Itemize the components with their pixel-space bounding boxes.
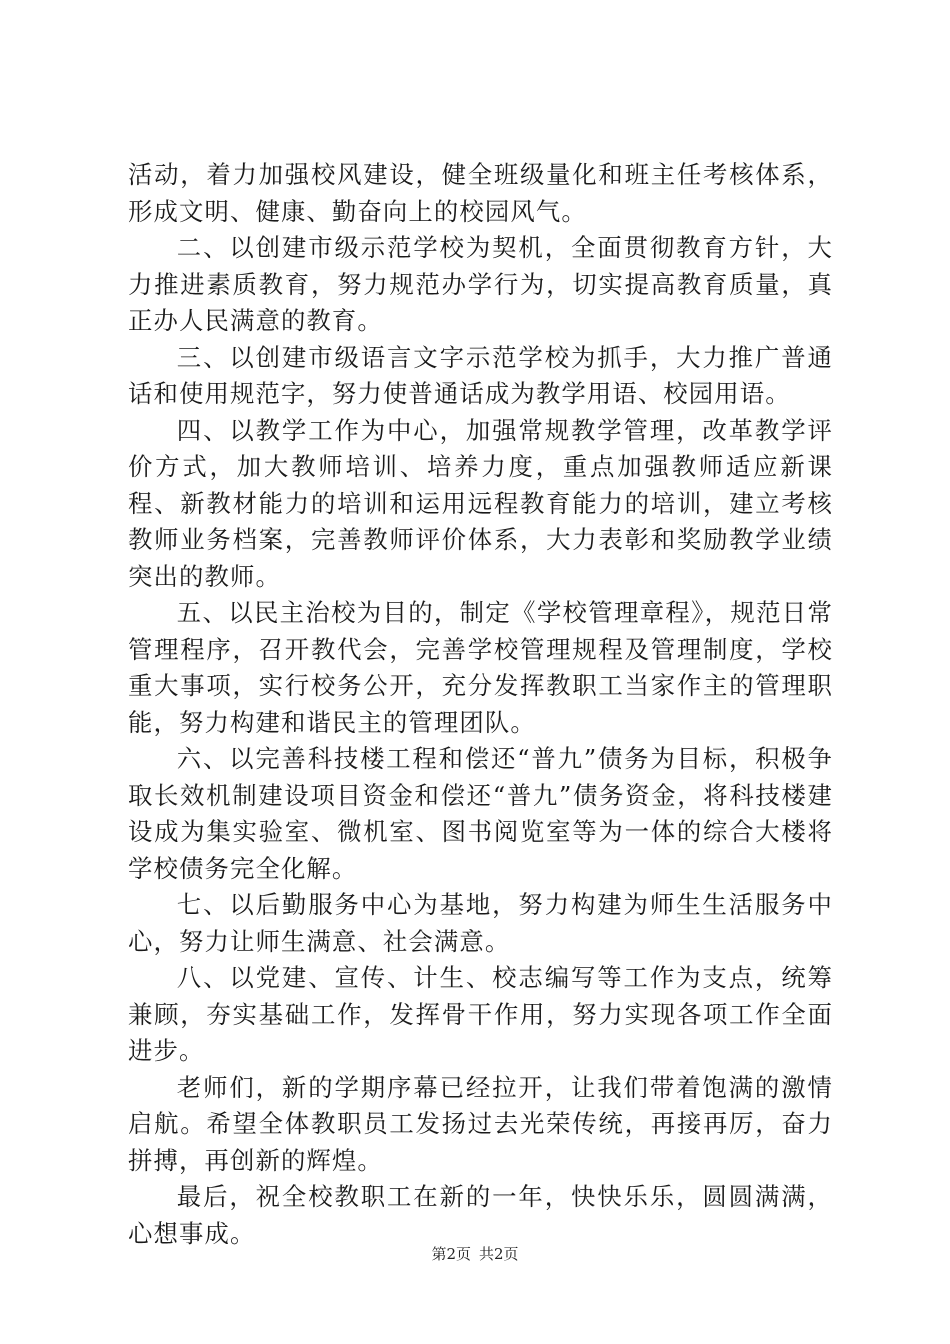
paragraph-continuation: 活动，着力加强校风建设，健全班级量化和班主任考核体系，形成文明、健康、勤奋向上的校园风气。 (128, 160, 833, 226)
paragraph-item-6: 六、以完善科技楼工程和偿还“普九”债务为目标，积极争取长效机制建设项目资金和偿还“普九”债务资金，将科技楼建设成为集实验室、微机室、图书阅览室等为一体的综合大楼将学校债务完全化解。 (128, 744, 833, 883)
paragraph-final-wishes: 最后，祝全校教职工在新的一年，快快乐乐，圆圆满满，心想事成。 (128, 1182, 833, 1248)
paragraph-closing: 老师们，新的学期序幕已经拉开，让我们带着饱满的激情启航。希望全体教职员工发扬过去光荣传统，再接再厉，奋力拼搏，再创新的辉煌。 (128, 1072, 833, 1175)
document-body (128, 157, 833, 1252)
paragraph-item-2: 二、以创建市级示范学校为契机，全面贯彻教育方针，大力推进素质教育，努力规范办学行为，切实提高教育质量，真正办人民满意的教育。 (128, 233, 833, 335)
paragraph-item-3: 三、以创建市级语言文字示范学校为抓手，大力推广普通话和使用规范字，努力使普通话成为教学用语、校园用语。 (128, 342, 833, 408)
paragraph-item-8: 八、以党建、宣传、计生、校志编写等工作为支点，统筹兼顾，夯实基础工作，发挥骨干作用，努力实现各项工作全面进步。 (128, 963, 833, 1065)
page-total: 共2页 (479, 1245, 519, 1263)
page-number: 第2页 (431, 1245, 471, 1263)
page-footer (0, 1244, 950, 1264)
paragraph-item-5: 五、以民主治校为目的，制定《学校管理章程》，规范日常管理程序，召开教代会，完善学校管理规程及管理制度，学校重大事项，实行校务公开，充分发挥教职工当家作主的管理职能，努力构建和谐民主的管理团队。 (128, 598, 833, 737)
paragraph-item-4: 四、以教学工作为中心，加强常规教学管理，改革教学评价方式，加大教师培训、培养力度，重点加强教师适应新课程、新教材能力的培训和运用远程教育能力的培训，建立考核教师业务档案，完善教师评价体系，大力表彰和奖励教学业绩突出的教师。 (128, 415, 833, 591)
paragraph-item-7: 七、以后勤服务中心为基地，努力构建为师生生活服务中心，努力让师生满意、社会满意。 (128, 890, 833, 956)
